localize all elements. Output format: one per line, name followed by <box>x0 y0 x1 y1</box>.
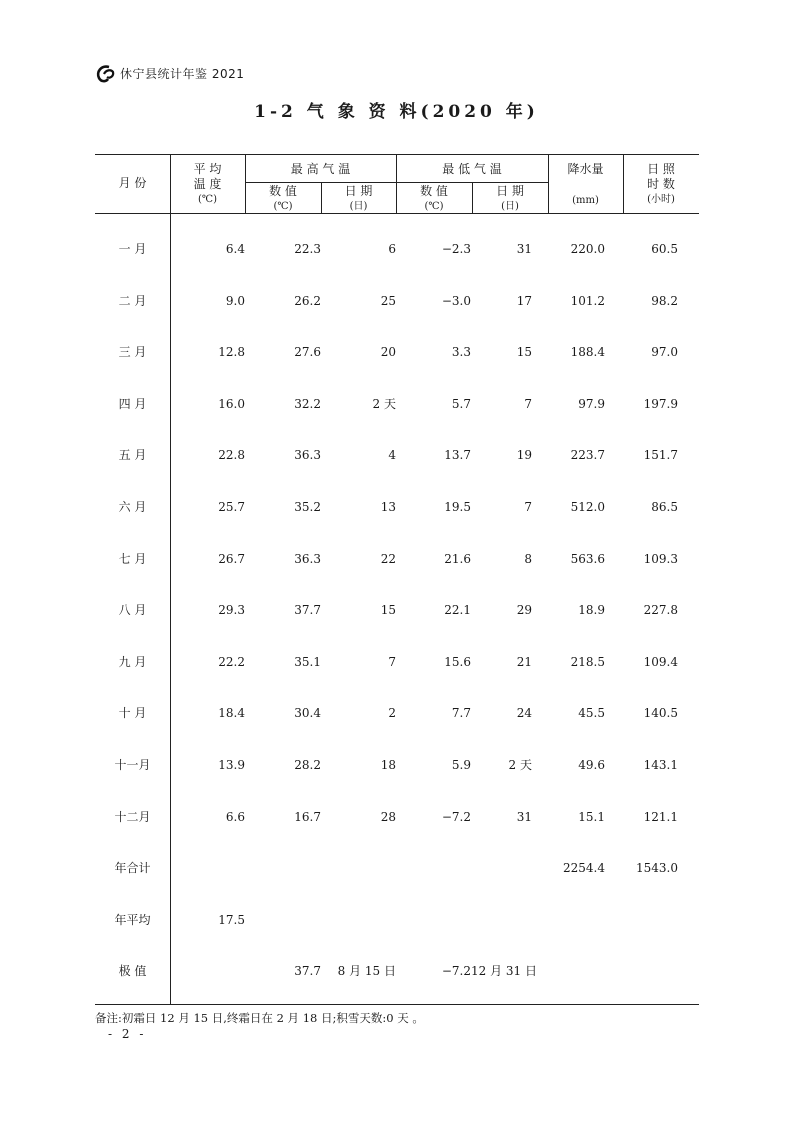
header-date-unit: (日) <box>501 201 519 212</box>
avg-temp-cell: 9.0 <box>225 294 245 308</box>
sunshine-cell: 109.3 <box>643 552 678 566</box>
header-sunshine <box>623 162 699 207</box>
sunshine-cell: 121.1 <box>643 810 678 824</box>
avg-temp-cell: 16.0 <box>218 397 245 411</box>
min-temp-value-cell: 5.9 <box>451 758 471 772</box>
table-bottom-rule <box>95 1004 699 1005</box>
avg-temp-cell: 26.7 <box>218 552 245 566</box>
month-cell: 十 月 <box>118 706 147 720</box>
header-value-unit: (℃) <box>273 201 293 212</box>
header-min-value <box>396 184 472 214</box>
precip-cell: 101.2 <box>570 294 605 308</box>
max-temp-date-cell: 4 <box>388 448 396 462</box>
max-temp-value-cell: 36.3 <box>294 448 321 462</box>
header-avg-unit: (℃) <box>198 194 217 205</box>
avg-temp-cell: 13.9 <box>218 758 245 772</box>
max-temp-date-cell: 15 <box>380 603 396 617</box>
header-avg-temp <box>170 162 245 207</box>
min-temp-value-cell: 5.7 <box>451 397 471 411</box>
precip-cell: 512.0 <box>570 500 605 514</box>
min-temp-date-cell: 15 <box>516 345 532 359</box>
avg-temp-cell: 18.4 <box>218 706 245 720</box>
max-temp-value-cell: 30.4 <box>294 706 321 720</box>
max-temp-value-cell: 26.2 <box>294 294 321 308</box>
header-sun-unit: (小时) <box>647 194 675 205</box>
min-temp-date-cell: 31 <box>516 810 532 824</box>
header-precip-label: 降水量 <box>567 162 604 176</box>
max-temp-date-cell: 13 <box>380 500 396 514</box>
max-temp-value-cell: 37.7 <box>294 603 321 617</box>
sunshine-cell: 227.8 <box>643 603 678 617</box>
max-temp-value-cell: 37.7 <box>294 964 321 978</box>
min-temp-value-cell: 19.5 <box>444 500 471 514</box>
precip-cell: 97.9 <box>578 397 605 411</box>
sunshine-cell: 109.4 <box>643 655 678 669</box>
table-row <box>95 961 699 981</box>
min-temp-value-cell: 13.7 <box>444 448 471 462</box>
precip-cell: 223.7 <box>570 448 605 462</box>
table-row <box>95 497 699 517</box>
header-value-label: 数 值 <box>269 184 297 198</box>
max-temp-value-cell: 36.3 <box>294 552 321 566</box>
min-temp-date-cell: 31 <box>516 242 532 256</box>
max-temp-value-cell: 27.6 <box>294 345 321 359</box>
precip-cell: 188.4 <box>570 345 605 359</box>
table-row <box>95 858 699 878</box>
month-cell: 七 月 <box>118 552 147 566</box>
min-temp-date-cell: 19 <box>516 448 532 462</box>
sunshine-cell: 151.7 <box>643 448 678 462</box>
max-temp-date-cell: 6 <box>388 242 396 256</box>
table-row <box>95 291 699 311</box>
avg-temp-cell: 22.8 <box>218 448 245 462</box>
table-row <box>95 600 699 620</box>
precip-cell: 45.5 <box>578 706 605 720</box>
header-avg-line1: 平 均 <box>193 162 222 176</box>
table-row <box>95 394 699 414</box>
table-row <box>95 652 699 672</box>
min-temp-date-cell: 8 <box>524 552 532 566</box>
header-precip <box>548 162 623 208</box>
avg-temp-cell: 22.2 <box>218 655 245 669</box>
month-cell: 九 月 <box>118 655 147 669</box>
month-cell: 极 值 <box>118 964 147 978</box>
min-temp-value-cell: −7.2 <box>441 810 471 824</box>
sunshine-cell: 143.1 <box>643 758 678 772</box>
footnote: 备注:初霜日 12 月 15 日,终霜日在 2 月 18 日;积雪天数:0 天 。 <box>95 1011 424 1025</box>
table-row <box>95 807 699 827</box>
avg-temp-cell: 12.8 <box>218 345 245 359</box>
month-cell: 三 月 <box>118 345 147 359</box>
precip-cell: 563.6 <box>570 552 605 566</box>
avg-temp-cell: 6.4 <box>225 242 245 256</box>
yearbook-logo-icon <box>95 64 115 84</box>
header-max-date <box>321 184 396 214</box>
page-title: 1-2 气 象 资 料(2020 年) <box>254 102 539 122</box>
header-date-label: 日 期 <box>344 184 373 198</box>
header-avg-line2: 温 度 <box>193 177 222 191</box>
max-temp-value-cell: 35.1 <box>294 655 321 669</box>
max-temp-date-cell: 25 <box>380 294 396 308</box>
min-temp-date-cell: 7 <box>524 500 532 514</box>
max-temp-date-cell: 8 月 15 日 <box>337 964 396 978</box>
min-temp-date-cell: 24 <box>516 706 532 720</box>
min-temp-value-cell: 22.1 <box>444 603 471 617</box>
min-temp-date-cell: 21 <box>516 655 532 669</box>
precip-cell: 15.1 <box>578 810 605 824</box>
header-min-temp: 最 低 气 温 <box>442 162 502 176</box>
max-temp-date-cell: 28 <box>380 810 396 824</box>
min-temp-value-cell: −7.2 <box>441 964 471 978</box>
min-temp-value-cell: 3.3 <box>451 345 471 359</box>
sunshine-cell: 86.5 <box>651 500 678 514</box>
max-temp-value-cell: 28.2 <box>294 758 321 772</box>
min-temp-value-cell: −2.3 <box>441 242 471 256</box>
max-temp-value-cell: 32.2 <box>294 397 321 411</box>
group-underline <box>245 182 396 183</box>
min-temp-date-cell: 12 月 31 日 <box>471 964 537 978</box>
min-temp-date-cell: 17 <box>516 294 532 308</box>
table-row <box>95 549 699 569</box>
min-temp-date-cell: 29 <box>516 603 532 617</box>
precip-cell: 18.9 <box>578 603 605 617</box>
max-temp-date-cell: 22 <box>380 552 396 566</box>
min-temp-value-cell: −3.0 <box>441 294 471 308</box>
month-cell: 十二月 <box>114 810 151 824</box>
max-temp-value-cell: 16.7 <box>294 810 321 824</box>
header-sun-line2: 时 数 <box>647 177 675 191</box>
max-temp-date-cell: 7 <box>388 655 396 669</box>
precip-cell: 218.5 <box>570 655 605 669</box>
month-cell: 四 月 <box>118 397 147 411</box>
avg-temp-cell: 17.5 <box>218 913 245 927</box>
avg-temp-cell: 25.7 <box>218 500 245 514</box>
header-min-date <box>472 184 548 214</box>
sunshine-cell: 140.5 <box>643 706 678 720</box>
min-temp-date-cell: 7 <box>524 397 532 411</box>
sunshine-cell: 98.2 <box>651 294 678 308</box>
max-temp-date-cell: 18 <box>380 758 396 772</box>
header-date-label: 日 期 <box>496 184 524 198</box>
month-cell: 八 月 <box>118 603 147 617</box>
month-cell: 六 月 <box>118 500 147 514</box>
header-max-temp: 最 高 气 温 <box>290 162 351 176</box>
header-sun-line1: 日 照 <box>647 162 675 176</box>
page-number: - 2 - <box>108 1027 147 1041</box>
min-temp-value-cell: 15.6 <box>444 655 471 669</box>
precip-cell: 49.6 <box>578 758 605 772</box>
month-cell: 年合计 <box>114 861 151 875</box>
header-value-label: 数 值 <box>420 184 448 198</box>
table-row <box>95 239 699 259</box>
min-temp-value-cell: 21.6 <box>444 552 471 566</box>
max-temp-date-cell: 20 <box>380 345 396 359</box>
max-temp-value-cell: 22.3 <box>294 242 321 256</box>
min-temp-date-cell: 2 天 <box>508 758 532 772</box>
max-temp-value-cell: 35.2 <box>294 500 321 514</box>
table-top-rule <box>95 154 699 155</box>
precip-cell: 220.0 <box>570 242 605 256</box>
header-precip-unit: (mm) <box>572 195 599 206</box>
precip-cell: 2254.4 <box>563 861 605 875</box>
header-max-value <box>245 184 321 214</box>
month-cell: 一 月 <box>118 242 147 256</box>
sunshine-cell: 197.9 <box>643 397 678 411</box>
book-title: 休宁县统计年鉴 2021 <box>120 67 245 81</box>
max-temp-date-cell: 2 天 <box>372 397 396 411</box>
month-cell: 年平均 <box>114 913 151 927</box>
group-underline <box>396 182 548 183</box>
header-month: 月 份 <box>118 176 147 190</box>
header-date-unit: (日) <box>349 201 368 212</box>
max-temp-date-cell: 2 <box>388 706 396 720</box>
table-row <box>95 445 699 465</box>
avg-temp-cell: 29.3 <box>218 603 245 617</box>
table-row <box>95 342 699 362</box>
table-row <box>95 755 699 775</box>
header-value-unit: (℃) <box>424 201 444 212</box>
min-temp-value-cell: 7.7 <box>451 706 471 720</box>
table-row <box>95 703 699 723</box>
month-cell: 五 月 <box>118 448 147 462</box>
sunshine-cell: 60.5 <box>651 242 678 256</box>
sunshine-cell: 1543.0 <box>636 861 678 875</box>
month-cell: 二 月 <box>118 294 147 308</box>
table-row <box>95 910 699 930</box>
sunshine-cell: 97.0 <box>651 345 678 359</box>
month-cell: 十一月 <box>114 758 151 772</box>
avg-temp-cell: 6.6 <box>225 810 245 824</box>
